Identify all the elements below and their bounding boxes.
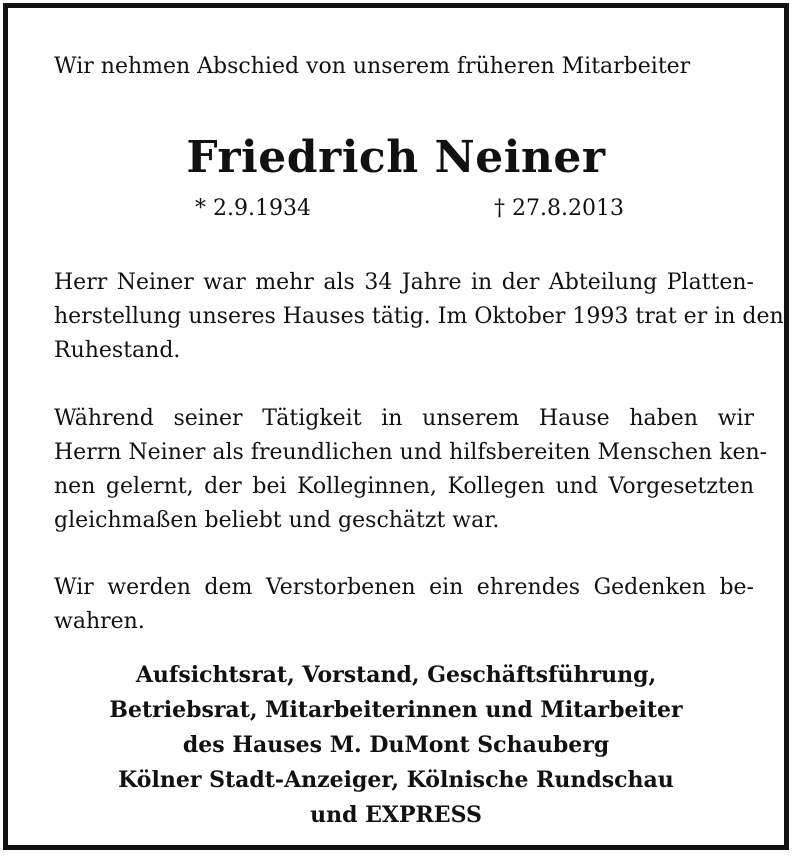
obituary-notice xyxy=(3,3,789,850)
signature-line: Betriebsrat, Mitarbeiterinnen und Mitarbeiter xyxy=(109,697,683,723)
signature-block xyxy=(8,658,784,833)
paragraph-line: Während seiner Tätigkeit in unserem Hause haben wir xyxy=(54,406,754,431)
paragraph-line: Herrn Neiner als freundlichen und hilfsbereiten Menschen ken- xyxy=(54,440,768,465)
birth-date: * 2.9.1934 xyxy=(195,196,311,221)
paragraph-line: nen gelernt, der bei Kolleginnen, Kollegen und Vorgesetzten xyxy=(54,474,754,499)
paragraph-line: herstellung unseres Hauses tätig. Im Oktober 1993 trat er in den xyxy=(54,304,784,329)
paragraph-line: Herr Neiner war mehr als 34 Jahre in der Abteilung Platten- xyxy=(54,270,754,295)
paragraph-line: gleichmaßen beliebt und geschätzt war. xyxy=(54,508,500,533)
deceased-name: Friedrich Neiner xyxy=(186,132,606,183)
signature-line: des Hauses M. DuMont Schauberg xyxy=(182,732,610,758)
paragraph-tribute xyxy=(54,402,768,538)
signature-line: Aufsichtsrat, Vorstand, Geschäftsführung, xyxy=(135,662,657,688)
paragraph-remembrance xyxy=(54,571,754,639)
paragraph-line: Ruhestand. xyxy=(54,338,181,363)
death-date: † 27.8.2013 xyxy=(494,196,624,221)
paragraph-line: wahren. xyxy=(54,609,145,634)
paragraph-career xyxy=(54,266,784,368)
signature-line: und EXPRESS xyxy=(310,802,482,828)
signature-line: Kölner Stadt-Anzeiger, Kölnische Rundschau xyxy=(118,767,674,793)
paragraph-line: Wir werden dem Verstorbenen ein ehrendes Gedenken be- xyxy=(54,575,754,600)
intro-text: Wir nehmen Abschied von unserem früheren Mitarbeiter xyxy=(54,54,691,79)
